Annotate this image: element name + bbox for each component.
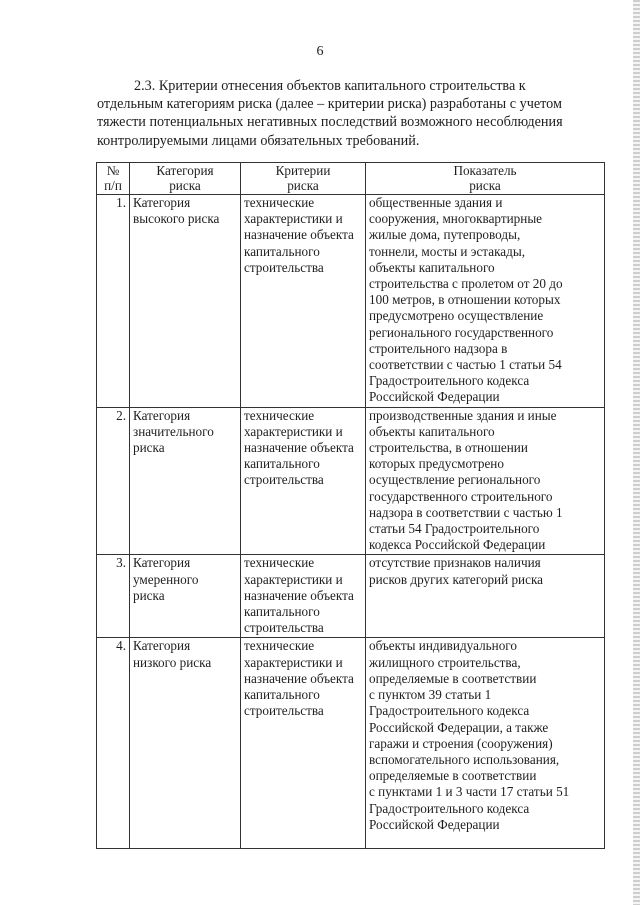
row-number: 4. (97, 638, 130, 849)
row-category: Категория низкого риска (130, 638, 241, 849)
row-indicator: объекты индивидуального жилищного строительства, определяемые в соответствии с пунктом 39 статьи 1 Градостроительного кодекса Российской Федерации, а также гаражи и строения (сооружения) вспомогательного использования, определяемые в соответствии с пунктами 1 и 3 части 17 статьи 51 Градостроительного кодекса Российской Федерации (366, 638, 605, 849)
header-criteria: Критерии риска (241, 163, 366, 195)
table-header-row (97, 163, 605, 195)
row-number: 1. (97, 195, 130, 408)
table-row (97, 555, 605, 638)
intro-line: тяжести потенциальных негативных последствий возможного несоблюдения (97, 114, 563, 131)
header-category: Категория риска (130, 163, 241, 195)
row-category: Категория значительного риска (130, 407, 241, 555)
row-criteria: технические характеристики и назначение объекта капитального строительства (241, 555, 366, 638)
row-criteria: технические характеристики и назначение объекта капитального строительства (241, 407, 366, 555)
intro-paragraph (97, 77, 602, 150)
table-row (97, 638, 605, 849)
risk-criteria-table (96, 162, 605, 849)
intro-line: контролируемыми лицами обязательных требований. (97, 132, 420, 149)
scan-edge (633, 0, 640, 905)
row-criteria: технические характеристики и назначение объекта капитального строительства (241, 195, 366, 408)
row-number: 2. (97, 407, 130, 555)
table-row (97, 195, 605, 408)
table-row (97, 407, 605, 555)
row-indicator: отсутствие признаков наличия рисков других категорий риска (366, 555, 605, 638)
row-indicator: общественные здания и сооружения, многоквартирные жилые дома, путепроводы, тоннели, мосты и эстакады, объекты капитального строительства с пролетом от 20 до 100 метров, в отношении которых предусмотрено осуществление регионального государственного строительного надзора в соответствии с частью 1 статьи 54 Градостроительного кодекса Российской Федерации (366, 195, 605, 408)
intro-line: 2.3. Критерии отнесения объектов капитального строительства к (134, 78, 526, 94)
header-number: № п/п (97, 163, 130, 195)
row-criteria: технические характеристики и назначение объекта капитального строительства (241, 638, 366, 849)
page-number: 6 (316, 44, 324, 59)
row-indicator: производственные здания и иные объекты капитального строительства, в отношении которых предусмотрено осуществление регионального государственного строительного надзора в соответствии с частью 1 статьи 54 Градостроительного кодекса Российской Федерации (366, 407, 605, 555)
intro-line: отдельным категориям риска (далее – критерии риска) разработаны с учетом (97, 96, 562, 113)
row-category: Категория умеренного риска (130, 555, 241, 638)
row-category: Категория высокого риска (130, 195, 241, 408)
header-indicator: Показатель риска (366, 163, 605, 195)
row-number: 3. (97, 555, 130, 638)
